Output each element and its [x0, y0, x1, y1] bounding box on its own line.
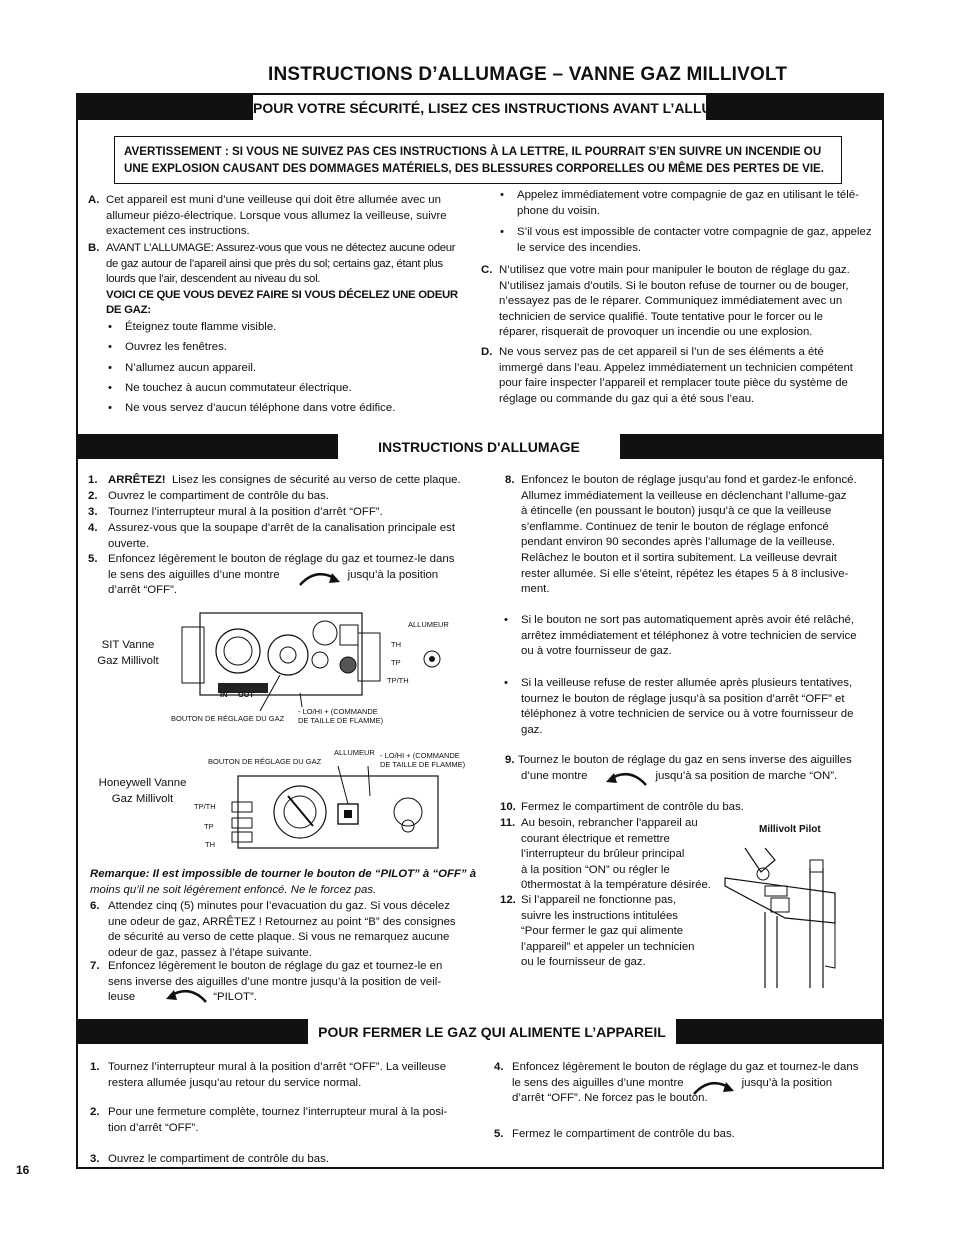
step-9-num: 9.: [505, 754, 515, 766]
step-11-line: 0thermostat à la température désirée.: [521, 879, 711, 892]
step-5-line: le sens des aiguilles d’une montre: [108, 568, 280, 581]
bullet-line: • Si la veilleuse refuse de rester allumée après plusieurs tentatives,: [521, 677, 853, 689]
item-b-text: [106, 241, 458, 319]
shutoff-step-2-line: Pour une fermeture complète, tournez l’interrupteur mural à la posi-: [108, 1106, 448, 1118]
shutoff-step-5-text: Fermez le compartiment de contrôle du bas.: [512, 1128, 735, 1140]
item-d-line: réglage ou commande du gaz qui a été sous l’eau.: [499, 392, 755, 405]
bullet-line: le service des incendies.: [517, 241, 642, 254]
remark-line: moins qu’il ne soit légèrement enfoncé. Ne le forcez pas.: [90, 883, 377, 896]
bullet-item: [517, 225, 872, 256]
honeywell-valve-label: [90, 776, 195, 807]
hw-th-label: TH: [205, 840, 215, 849]
page-number: 16: [16, 1163, 30, 1177]
bullet-line: • Si le bouton ne sort pas automatiquement après avoir été relâché,: [521, 614, 855, 626]
step-5-line: Enfoncez légèrement le bouton de réglage du gaz et tournez-le dans: [108, 553, 455, 565]
hw-lohi-line: - LO/HI + (COMMANDE: [380, 751, 460, 760]
lighting-header: INSTRUCTIONS D'ALLUMAGE: [338, 434, 620, 459]
bullet-line: • S’il vous est impossible de contacter votre compagnie de gaz, appelez: [517, 226, 872, 238]
item-d-text: [499, 345, 853, 407]
item-c-line: réparer, risquerait de provoquer un incendie ou une explosion.: [499, 326, 813, 339]
counterclockwise-arrow-icon: [160, 982, 210, 1004]
step-8-line: ment.: [521, 583, 550, 596]
item-a-line: Cet appareil est muni d’une veilleuse qui doit être allumée avec un: [106, 194, 441, 206]
step-7-line: “PILOT”.: [213, 991, 257, 1004]
step-6-num: 6.: [90, 900, 100, 912]
shutoff-step-3-num: 3.: [90, 1153, 100, 1165]
step-12-line: l’appareil” et appeler un technicien: [521, 940, 695, 953]
item-b-bold-line: VOICI CE QUE VOUS DEVEZ FAIRE SI VOUS DÉCELEZ UNE ODEUR: [106, 288, 458, 301]
sit-lohi-label: [298, 707, 383, 725]
item-c-line: technicien de service qualifié. Toute tentative pour le forcer ou le: [499, 310, 823, 323]
item-c-line: N’utilisez que votre main pour manipuler le bouton de réglage du gaz.: [499, 264, 850, 276]
bullet-item: [517, 188, 859, 219]
item-c-text: [499, 263, 850, 341]
step-12-line: ou le fournisseur de gaz.: [521, 956, 646, 969]
shutoff-step-5-num: 5.: [494, 1128, 504, 1140]
shutoff-header-bar: [76, 1019, 884, 1044]
item-b-line: lourds que l’air, descendent au niveau du sol.: [106, 273, 321, 286]
step-7-text: [108, 959, 442, 1006]
hw-label-line: Gaz Millivolt: [111, 792, 174, 805]
item-d-label: D.: [481, 346, 493, 358]
item-a-text: [106, 193, 447, 240]
step-2-text: Ouvrez le compartiment de contrôle du bas.: [108, 490, 329, 502]
step-10-text: Fermez le compartiment de contrôle du bas.: [521, 801, 744, 813]
step-12-line: “Pour fermer le gaz qui alimente: [521, 925, 684, 938]
safety-header-bar: [76, 95, 884, 120]
step-8-line: s’enflamme. Continuez de tenir le bouton de réglage enfoncé: [521, 520, 829, 533]
remark-line: Remarque: Il est impossible de tourner le bouton de “PILOT” à “OFF” à: [90, 868, 477, 880]
step-7-num: 7.: [90, 960, 100, 972]
step-9-line: Tournez le bouton de réglage du gaz en sens inverse des aiguilles: [518, 754, 852, 766]
step-4-line: Assurez-vous que la soupape d’arrêt de la canalisation principale est: [108, 522, 455, 534]
shutoff-step-4-text: [512, 1060, 858, 1107]
step-5-text: [108, 552, 454, 599]
step-3-num: 3.: [88, 506, 98, 518]
step-8-line: pendant environ 90 secondes après l’allumage de la veilleuse.: [521, 536, 836, 549]
honeywell-valve-diagram: [218, 766, 458, 856]
bullet-item: [521, 613, 857, 660]
pilot-label: Millivolt Pilot: [759, 824, 821, 835]
step-7-line: sens inverse des aiguilles d’une montre jusqu’à la position de veil-: [108, 975, 442, 988]
step-4-num: 4.: [88, 522, 98, 534]
bullet-line: arrêtez immédiatement et téléphonez à votre technicien de service: [521, 629, 857, 642]
step-5-line: jusqu’à la position: [347, 568, 439, 581]
shutoff-step-2-text: [108, 1105, 447, 1136]
bullet-line: phone du voisin.: [517, 204, 600, 217]
step-6-line: Attendez cinq (5) minutes pour l’evacuation du gaz. Si vous décelez: [108, 900, 450, 912]
shutoff-step-2-num: 2.: [90, 1106, 100, 1118]
step-9-line: jusqu’à sa position de marche “ON”.: [655, 769, 838, 782]
shutoff-step-3-text: Ouvrez le compartiment de contrôle du bas.: [108, 1153, 329, 1165]
counterclockwise-arrow-icon: [600, 765, 650, 787]
sit-bouton-label: BOUTON DE RÉGLAGE DU GAZ: [171, 714, 285, 723]
hw-tpth-label: TP/TH: [194, 802, 216, 811]
step-11-text: [521, 816, 711, 894]
item-c-line: N’utilisez jamais d’outils. Si le bouton refuse de tourner ou de bouger,: [499, 279, 849, 292]
bullet-line: ou à votre fournisseur de gaz.: [521, 645, 672, 658]
step-4-text: [108, 521, 455, 552]
item-b-line: de gaz autour de l’apareil ainsi que près du sol; certains gaz, étant plus: [106, 257, 443, 270]
item-c-label: C.: [481, 264, 493, 276]
step-8-line: Enfoncez le bouton de réglage jusqu’au fond et gardez-le enfoncé.: [521, 474, 857, 486]
step-11-line: Au besoin, rebrancher l’appareil au: [521, 817, 698, 829]
step-6-line: de sécurité au verso de cette plaque. Si vous ne remarquez aucune: [108, 931, 450, 944]
sit-tp-label: TP: [391, 658, 401, 667]
hw-lohi-line: DE TAILLE DE FLAMME): [380, 760, 466, 769]
item-b-line: AVANT L’ALLUMAGE: Assurez-vous que vous ne détectez aucune odeur: [106, 242, 456, 254]
sit-tpth-label: TP/TH: [387, 676, 409, 685]
bullet-item: • Éteignez toute flamme visible.: [125, 320, 276, 336]
hw-label-line: Honeywell Vanne: [98, 777, 187, 789]
safety-header: POUR VOTRE SÉCURITÉ, LISEZ CES INSTRUCTIONS AVANT L’ALLUMAGE: [253, 95, 706, 120]
step-6-text: [108, 899, 456, 961]
hw-tp-label: TP: [204, 822, 214, 831]
step-5-num: 5.: [88, 553, 98, 565]
item-d-line: immergé dans l’eau. Appelez immédiatement un technicien compétent: [499, 361, 853, 374]
item-d-line: pour faire inspecter l’appareil et remplacer toute pièce du système de: [499, 377, 848, 390]
step-10-num: 10.: [500, 801, 516, 813]
sit-out-label: OUT: [238, 690, 254, 699]
bullet-line: • Appelez immédiatement votre compagnie de gaz en utilisant le télé-: [517, 189, 859, 201]
page-title: INSTRUCTIONS D’ALLUMAGE – VANNE GAZ MILLIVOLT: [268, 64, 788, 85]
item-a-line: allumeur piézo-électrique. Lorsque vous allumez la veilleuse, suivre: [106, 209, 447, 222]
step-8-text: [521, 473, 857, 598]
sit-label-line: Gaz Millivolt: [97, 654, 159, 667]
shutoff-step-1-line: restera allumée jusqu’au retour du service normal.: [108, 1076, 362, 1089]
remark-text: [90, 867, 476, 898]
bullet-item: • N’allumez aucun appareil.: [125, 361, 256, 377]
shutoff-step-2-line: tion d’arrêt “OFF”.: [108, 1121, 199, 1134]
lighting-header-bar: [76, 434, 884, 459]
warning-line-1: AVERTISSEMENT : SI VOUS NE SUIVEZ PAS CES INSTRUCTIONS À LA LETTRE, IL POURRAIT S’EN SUIVRE UN INCENDIE OU: [124, 145, 822, 158]
step-8-num: 8.: [505, 474, 515, 486]
step-11-line: à la position “ON” ou régler le: [521, 863, 670, 876]
step-1-body: Lisez les consignes de sécurité au verso de cette plaque.: [171, 474, 461, 486]
bullet-line: téléphonez à votre technicien de service ou à votre fournisseur de: [521, 708, 854, 721]
step-6-line: odeur de gaz, passez à l’étape suivante.: [108, 946, 312, 959]
sit-allumeur-label: ALLUMEUR: [408, 620, 449, 629]
bullet-item: • Ouvrez les fenêtres.: [125, 340, 227, 356]
bullet-line: gaz.: [521, 723, 543, 736]
warning-box: [114, 136, 842, 184]
step-12-line: suivre les instructions intitulées: [521, 909, 679, 922]
sit-th-label: TH: [391, 640, 401, 649]
step-1-bold: ARRÊTEZ!: [108, 474, 166, 486]
step-1-text: [108, 473, 461, 489]
shutoff-step-1-num: 1.: [90, 1061, 100, 1073]
shutoff-header: POUR FERMER LE GAZ QUI ALIMENTE L’APPAREIL: [308, 1019, 676, 1044]
millivolt-pilot-diagram: [715, 838, 875, 988]
step-7-line: Enfoncez légèrement le bouton de réglage du gaz et tournez-le en: [108, 960, 443, 972]
item-c-line: n’essayez pas de le réparer. Communiquez immédiatement avec un: [499, 295, 843, 308]
bullet-line: tournez le bouton de réglage jusqu’à sa position d’arrêt “OFF” et: [521, 692, 845, 705]
bullet-item: [521, 676, 853, 738]
sit-valve-label: [96, 638, 160, 669]
step-11-num: 11.: [500, 817, 516, 829]
item-b-label: B.: [88, 242, 100, 254]
step-3-text: Tournez l’interrupteur mural à la position d’arrêt “OFF”.: [108, 506, 383, 518]
hw-bouton-label: BOUTON DE RÉGLAGE DU GAZ: [208, 757, 322, 766]
step-7-line: leuse: [108, 991, 136, 1004]
shutoff-step-4-line: jusqu’à la position: [741, 1076, 833, 1089]
step-8-line: Relâchez le bouton et il sortira subitement. La veilleuse devrait: [521, 551, 837, 564]
shutoff-step-1-text: [108, 1060, 446, 1091]
clockwise-arrow-icon: [690, 1074, 738, 1096]
clockwise-arrow-icon: [296, 565, 344, 587]
step-2-num: 2.: [88, 490, 98, 502]
item-d-line: Ne vous servez pas de cet appareil si l’un de ses éléments a été: [499, 346, 824, 358]
warning-line-2: UNE EXPLOSION CAUSANT DES DOMMAGES MATÉRIELS, DES BLESSURES CORPORELLES OU MÊME DES PERTES DE VIE.: [124, 162, 825, 175]
step-4-line: ouverte.: [108, 537, 150, 550]
bullet-item: • Ne vous servez d’aucun téléphone dans votre édifice.: [125, 401, 395, 417]
shutoff-step-4-line: le sens des aiguilles d’une montre: [512, 1076, 684, 1089]
shutoff-step-4-line: d’arrêt “OFF”. Ne forcez pas le bouton.: [512, 1092, 708, 1105]
shutoff-step-4-num: 4.: [494, 1061, 504, 1073]
step-12-num: 12.: [500, 894, 516, 906]
step-11-line: l’interrupteur du brûleur principal: [521, 848, 685, 861]
bullet-item: • Ne touchez à aucun commutateur électrique.: [125, 381, 352, 397]
step-5-line: d’arrêt “OFF”.: [108, 584, 177, 597]
step-6-line: une odeur de gaz, ARRÊTEZ ! Retournez au point “B” des consignes: [108, 915, 456, 928]
step-1-num: 1.: [88, 474, 98, 486]
hw-allumeur-label: ALLUMEUR: [334, 748, 375, 757]
sit-lohi-line: DE TAILLE DE FLAMME): [298, 716, 384, 725]
item-b-bold-line: DE GAZ:: [106, 304, 151, 317]
sit-lohi-line: - LO/HI + (COMMANDE: [298, 707, 378, 716]
step-8-line: Allumez immédiatement la veilleuse en déclenchant l’allume-gaz: [521, 489, 847, 502]
item-a-label: A.: [88, 194, 100, 206]
shutoff-step-4-line: Enfoncez légèrement le bouton de réglage du gaz et tournez-le dans: [512, 1061, 859, 1073]
step-12-text: [521, 893, 695, 971]
sit-in-label: IN: [220, 690, 228, 699]
step-8-line: rester allumée. Si elle s’éteint, répétez les étapes 5 à 8 inclusive-: [521, 567, 849, 580]
shutoff-step-1-line: Tournez l’interrupteur mural à la position d’arrêt “OFF”. La veilleuse: [108, 1061, 447, 1073]
item-a-line: exactement ces instructions.: [106, 225, 250, 238]
sit-label-line: SIT Vanne: [101, 639, 155, 651]
step-8-line: à étincelle (en poussant le bouton) jusqu’à ce que la veilleuse: [521, 505, 832, 518]
step-11-line: courant électrique et remettre: [521, 832, 670, 845]
step-9-text: [518, 753, 852, 784]
step-12-line: Si l’appareil ne fonctionne pas,: [521, 894, 677, 906]
step-9-line: d’une montre: [521, 769, 588, 782]
